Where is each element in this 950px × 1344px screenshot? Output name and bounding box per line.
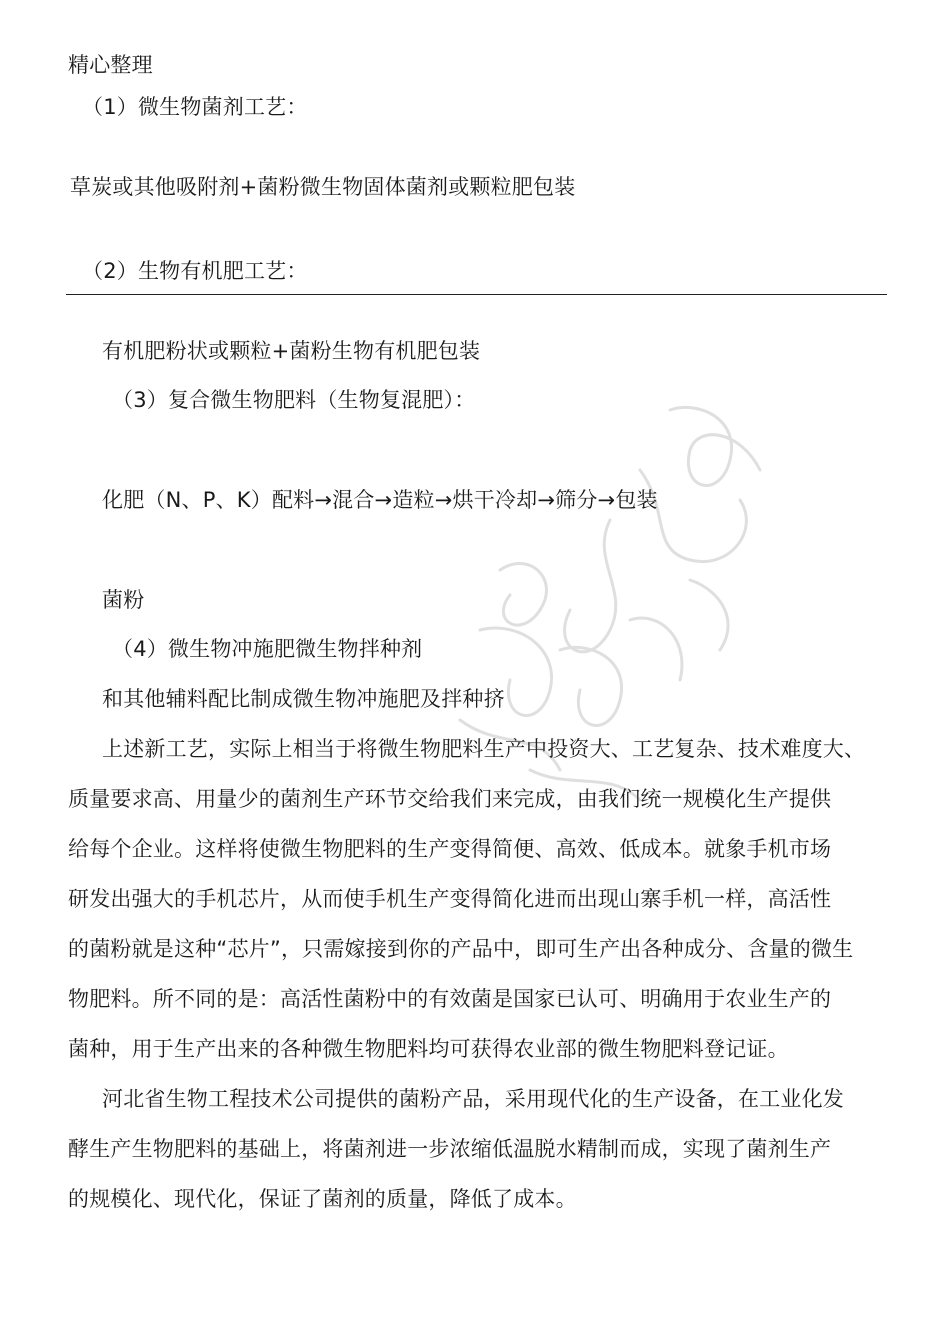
- section-4-flow: 和其他辅料配比制成微生物冲施肥及拌种挤: [102, 687, 505, 711]
- section-3-extra: 菌粉: [102, 588, 145, 612]
- section-1-heading: （1）微生物菌剂工艺：: [82, 95, 308, 119]
- section-2-flow: 有机肥粉状或颗粒+菌粉生物有机肥包装: [102, 339, 481, 363]
- horizontal-divider: [66, 294, 887, 295]
- paragraph-1-line: 的菌粉就是这种“芯片”，只需嫁接到你的产品中，即可生产出各种成分、含量的微生: [68, 937, 854, 961]
- paragraph-2-line: 的规模化、现代化，保证了菌剂的质量，降低了成本。: [68, 1187, 577, 1211]
- section-4-heading: （4）微生物冲施肥微生物拌种剂: [112, 637, 423, 661]
- paragraph-1-line: 物肥料。所不同的是：高活性菌粉中的有效菌是国家已认可、明确用于农业生产的: [68, 987, 832, 1011]
- paragraph-1-line: 上述新工艺，实际上相当于将微生物肥料生产中投资大、工艺复杂、技术难度大、: [102, 737, 866, 761]
- paragraph-2-line: 河北省生物工程技术公司提供的菌粉产品，采用现代化的生产设备，在工业化发: [102, 1087, 844, 1111]
- section-3-flow: 化肥（N、P、K）配料→混合→造粒→烘干冷却→筛分→包装: [102, 488, 658, 512]
- section-2-heading: （2）生物有机肥工艺：: [82, 259, 308, 283]
- paragraph-1-line: 给每个企业。这样将使微生物肥料的生产变得简便、高效、低成本。就象手机市场: [68, 837, 832, 861]
- watermark-seal: [440, 390, 800, 830]
- paragraph-1-line: 菌种，用于生产出来的各种微生物肥料均可获得农业部的微生物肥料登记证。: [68, 1037, 789, 1061]
- paragraph-2-line: 酵生产生物肥料的基础上，将菌剂进一步浓缩低温脱水精制而成，实现了菌剂生产: [68, 1137, 832, 1161]
- page-title: 精心整理: [68, 53, 153, 77]
- paragraph-1-line: 质量要求高、用量少的菌剂生产环节交给我们来完成，由我们统一规模化生产提供: [68, 787, 832, 811]
- paragraph-1-line: 研发出强大的手机芯片，从而使手机生产变得简化进而出现山寨手机一样，高活性: [68, 887, 832, 911]
- section-1-flow: 草炭或其他吸附剂+菌粉微生物固体菌剂或颗粒肥包装: [70, 175, 576, 199]
- section-3-heading: （3）复合微生物肥料（生物复混肥）：: [112, 388, 476, 412]
